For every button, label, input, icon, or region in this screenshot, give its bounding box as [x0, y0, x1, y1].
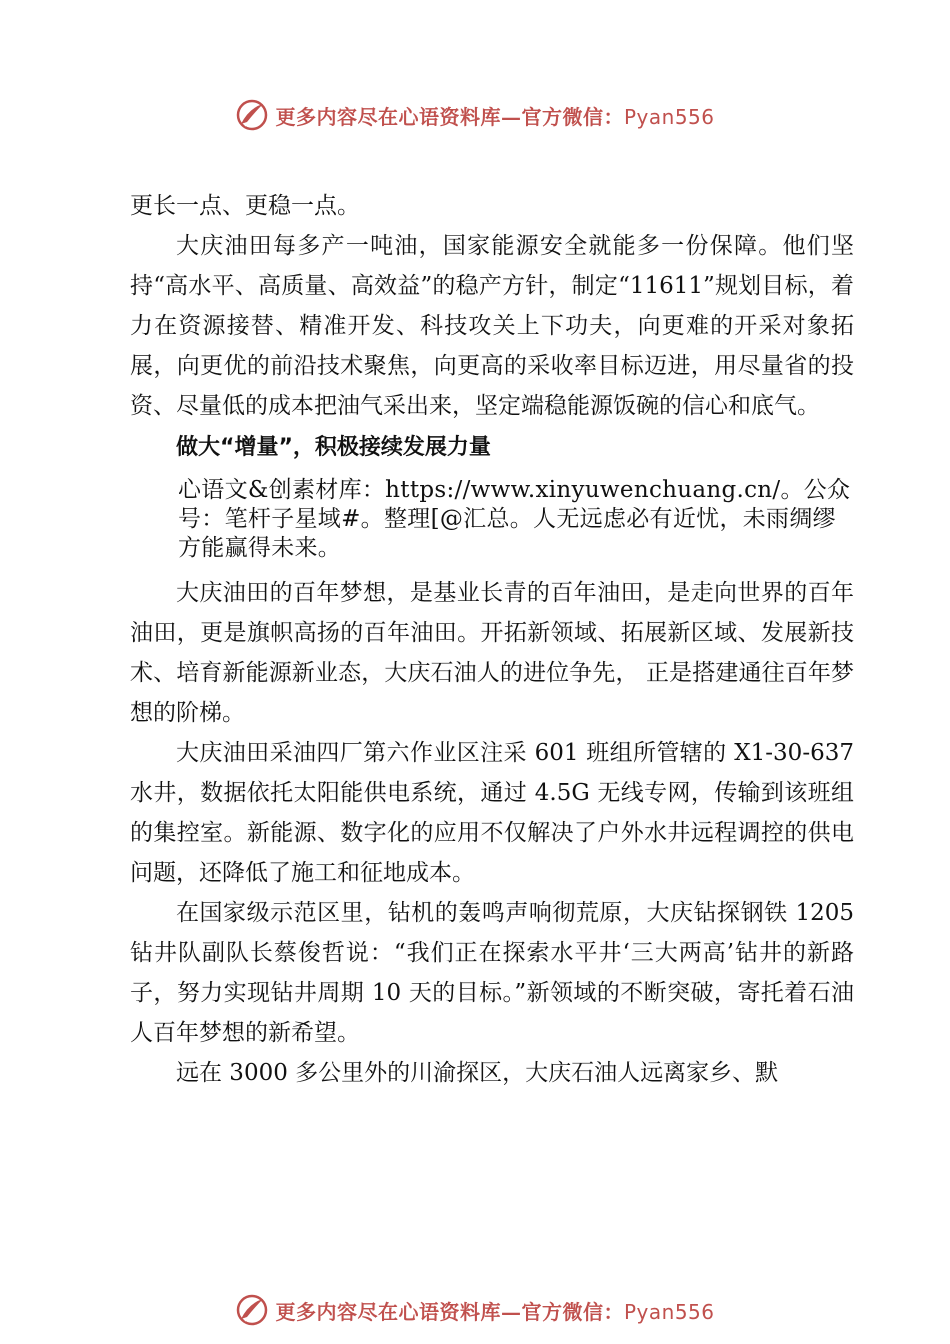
paragraph-sichuan-chongqing: 远在 3000 多公里外的川渝探区，大庆石油人远离家乡、默: [176, 1060, 779, 1086]
header-banner-text: 更多内容尽在心语资料库—官方微信：Pyan556: [275, 104, 715, 129]
footer-banner: [0, 1290, 950, 1330]
brand-logo-icon: [235, 98, 269, 132]
footer-wechat-id: Pyan556: [623, 1299, 715, 1324]
footer-banner-text: 更多内容尽在心语资料库—官方微信：Pyan556: [275, 1299, 715, 1324]
header-banner: [0, 95, 950, 135]
paragraph-centennial-dream: 大庆油田的百年梦想，是基业长青的百年油田，是走向世界的百年油田，更是旗帜高扬的百年油田。开拓新领域、拓展新区域、发展新技术、培育新能源新业态，大庆石油人的进位争先， 正是搭建通往百年梦想的阶梯。: [130, 580, 854, 726]
header-wechat-id: Pyan556: [623, 104, 715, 129]
paragraph-new-energy: 大庆油田采油四厂第六作业区注采 601 班组所管辖的 X1-30-637 水井，数据依托太阳能供电系统，通过 4.5G 无线专网，传输到该班组的集控室。新能源、数字化的应用不仅解决了户外水井远程调控的供电问题，还降低了施工和征地成本。: [130, 740, 854, 886]
document-body: [130, 186, 854, 1093]
source-note: 心语文&创素材库：https://www.xinyuwenchuang.cn/。公众号：笔杆子星域#。整理[@汇总。人无远虑必有近忧，未雨绸缪方能赢得未来。: [178, 477, 851, 561]
paragraph-stable-production: 大庆油田每多产一吨油，国家能源安全就能多一份保障。他们坚持“高水平、高质量、高效益”的稳产方针，制定“11611”规划目标，着力在资源接替、精准开发、科技攻关上下功夫，向更难的开采对象拓展，向更优的前沿技术聚焦，向更高的采收率目标迈进，用尽量省的投资、尽量低的成本把油气采出来，坚定端稳能源饭碗的信心和底气。: [130, 233, 854, 419]
brand-logo-icon: [235, 1293, 269, 1327]
paragraph-continuation: 更长一点、更稳一点。: [130, 193, 360, 219]
paragraph-drilling-team: 在国家级示范区里，钻机的轰鸣声响彻荒原，大庆钻探钢铁 1205 钻井队副队长蔡俊哲说：“我们正在探索水平井‘三大两高’钻井的新路子，努力实现钻井周期 10 天的目标。”新领域的不断突破，寄托着石油人百年梦想的新希望。: [130, 900, 854, 1046]
section-heading: 做大“增量”，积极接续发展力量: [176, 435, 491, 460]
